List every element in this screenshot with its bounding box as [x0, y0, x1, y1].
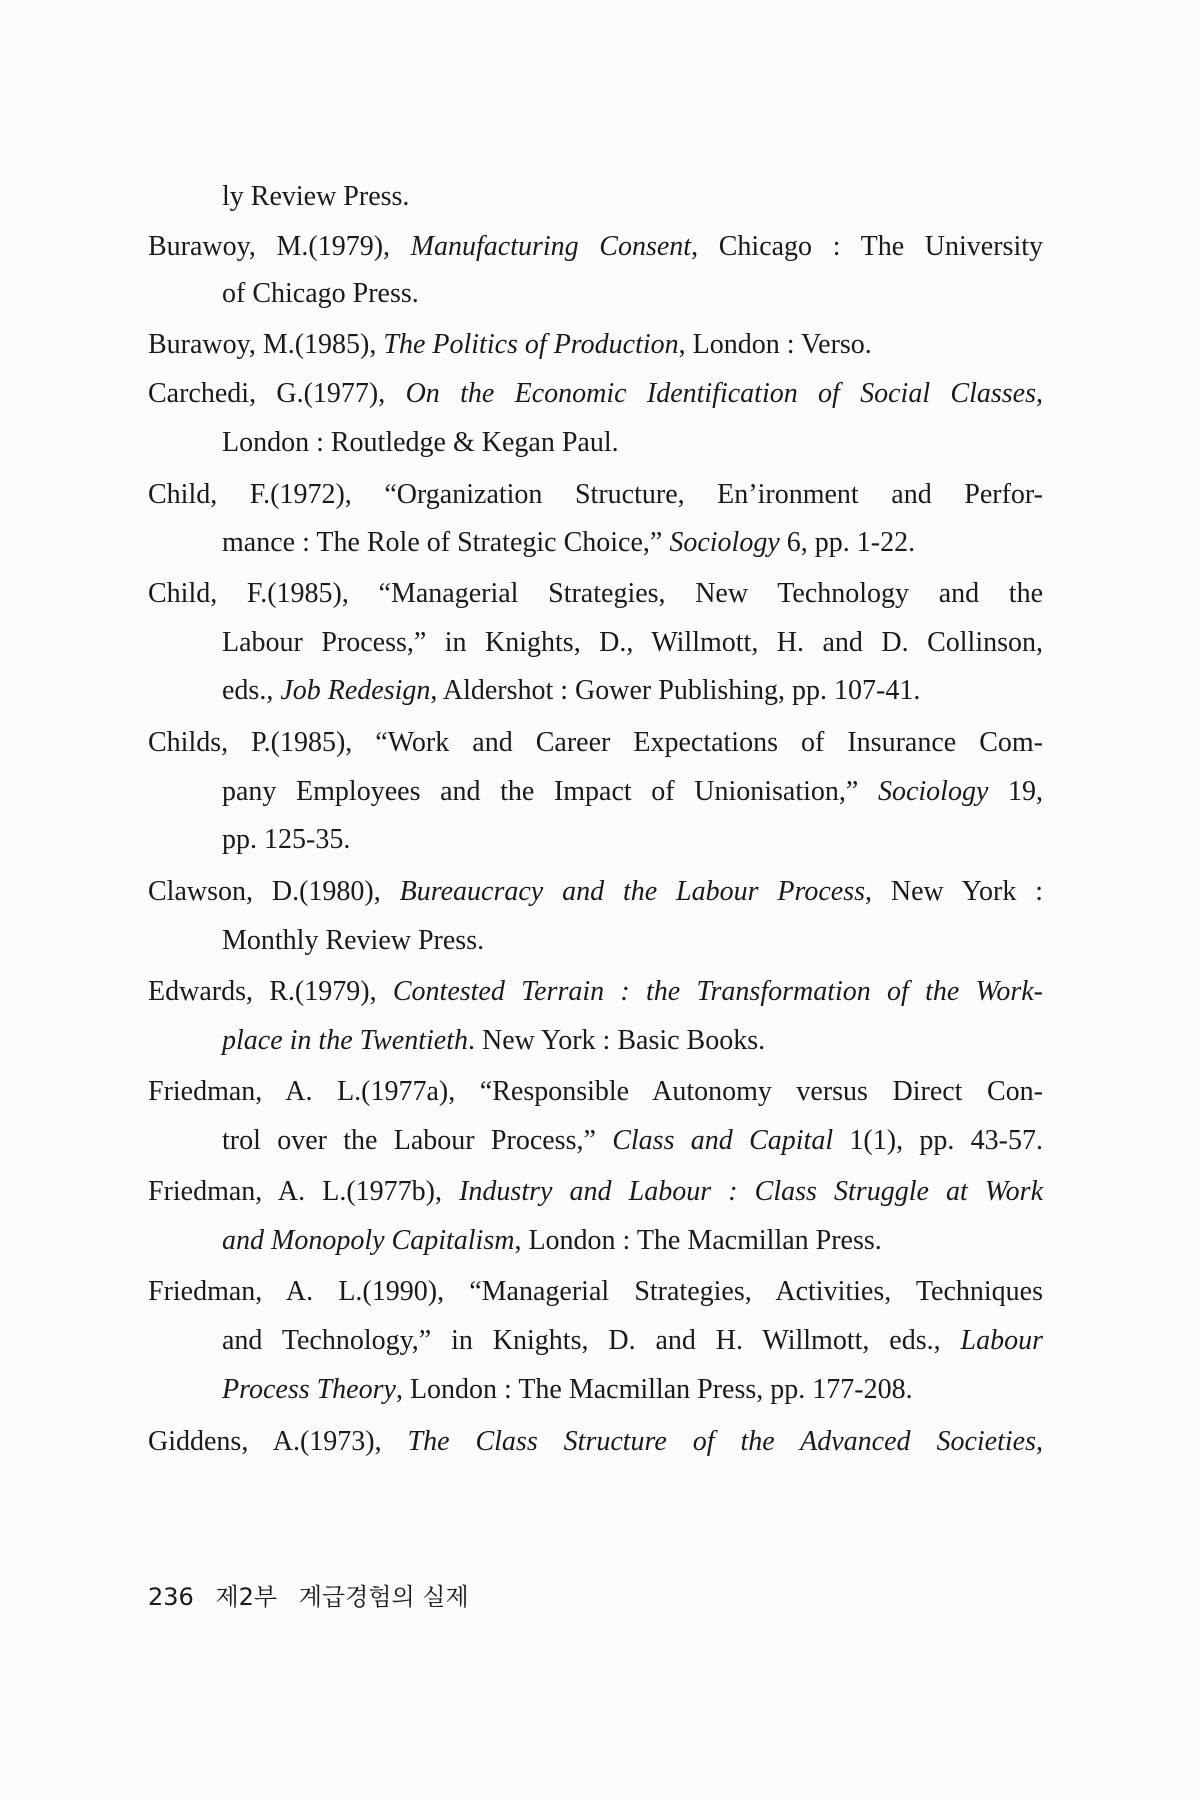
reference-continuation-line [222, 823, 350, 857]
reference-continuation-line [222, 626, 1043, 660]
reference-continuation-line [222, 426, 619, 460]
italic-title: The Politics of Production [383, 329, 679, 360]
italic-title: Sociology [877, 776, 989, 807]
reference-text: , [1035, 1426, 1043, 1457]
reference-entry-line [148, 1175, 1043, 1209]
reference-text: Burawoy, M.(1979), [148, 231, 411, 262]
page-number: 236 [148, 1583, 194, 1611]
reference-text: 6, pp. 1-22. [779, 527, 916, 558]
reference-continuation-line [222, 526, 915, 560]
italic-title: Manufacturing Consent [410, 231, 692, 262]
reference-text: Child, F.(1985), “Managerial Strategies, New Technology and the [148, 578, 1043, 609]
reference-text: Child, F.(1972), “Organization Structure, En’ironment and Perfor- [148, 479, 1043, 510]
reference-continuation-line [222, 1324, 1043, 1358]
reference-text: , London : Verso. [678, 329, 872, 360]
italic-title: Class and Capital [612, 1125, 834, 1156]
reference-text: . New York : Basic Books. [467, 1025, 766, 1056]
reference-entry-line [148, 1075, 1043, 1109]
part-label: 제2부 [215, 1583, 278, 1611]
reference-text: Monthly Review Press. [222, 925, 485, 956]
reference-text: , London : The Macmillan Press, pp. 177-208. [395, 1374, 913, 1405]
italic-title: Labour [960, 1325, 1043, 1356]
italic-title: Sociology [669, 527, 780, 558]
page-footer [148, 1582, 483, 1612]
italic-title: Bureaucracy and the Labour Process [399, 876, 866, 907]
reference-text: and Technology,” in Knights, D. and H. Willmott, eds., [222, 1325, 961, 1356]
reference-text: , London : The Macmillan Press. [514, 1225, 882, 1256]
italic-title: place in the Twentieth [222, 1025, 468, 1056]
reference-entry-line [148, 328, 872, 362]
reference-text: Clawson, D.(1980), [148, 876, 400, 907]
reference-text: eds., [222, 675, 281, 706]
reference-continuation-line [222, 1124, 1043, 1158]
reference-continuation-line [222, 180, 409, 214]
reference-text: Carchedi, G.(1977), [148, 378, 406, 409]
reference-entry-line [148, 377, 1043, 411]
reference-text: , Aldershot : Gower Publishing, pp. 107-41. [430, 675, 921, 706]
italic-title: Industry and Labour : Class Struggle at Work [459, 1176, 1043, 1207]
reference-text: , New York : [865, 876, 1044, 907]
reference-entry-line [148, 1425, 1043, 1459]
reference-entry-line [148, 726, 1043, 760]
reference-text: Childs, P.(1985), “Work and Career Expectations of Insurance Com- [148, 727, 1043, 758]
reference-entry-line [148, 975, 1043, 1009]
reference-continuation-line [222, 277, 419, 311]
reference-text: pany Employees and the Impact of Unionisation,” [222, 776, 878, 807]
reference-text: Giddens, A.(1973), [148, 1426, 408, 1457]
reference-entry-line [148, 577, 1043, 611]
reference-text: ly Review Press. [222, 181, 410, 212]
reference-text: of Chicago Press. [222, 278, 419, 309]
reference-text: Friedman, A. L.(1977a), “Responsible Autonomy versus Direct Con- [148, 1076, 1043, 1107]
reference-text: Burawoy, M.(1985), [148, 329, 384, 360]
italic-title: On the Economic Identification of Social Classes [405, 378, 1036, 409]
italic-title: Contested Terrain : the Transformation of the Work- [392, 976, 1043, 1007]
reference-text: trol over the Labour Process,” [222, 1125, 613, 1156]
reference-continuation-line [222, 775, 1043, 809]
reference-text: mance : The Role of Strategic Choice,” [222, 527, 670, 558]
reference-text: Labour Process,” in Knights, D., Willmott, H. and D. Collinson, [222, 627, 1043, 658]
reference-continuation-line [222, 1373, 913, 1407]
reference-continuation-line [222, 1224, 882, 1258]
reference-entry-line [148, 230, 1043, 264]
italic-title: The Class Structure of the Advanced Societies [407, 1426, 1036, 1457]
reference-text: pp. 125-35. [222, 824, 351, 855]
reference-text: Edwards, R.(1979), [148, 976, 393, 1007]
reference-text: Friedman, A. L.(1977b), [148, 1176, 460, 1207]
reference-continuation-line [222, 674, 920, 708]
reference-entry-line [148, 478, 1043, 512]
reference-entry-line [148, 875, 1043, 909]
part-title: 계급경험의 실제 [298, 1583, 469, 1611]
reference-text: , Chicago : The University [691, 231, 1044, 262]
reference-text: London : Routledge & Kegan Paul. [222, 427, 619, 458]
reference-text: Friedman, A. L.(1990), “Managerial Strategies, Activities, Techniques [148, 1276, 1043, 1307]
reference-text: 1(1), pp. 43-57. [833, 1125, 1044, 1156]
italic-title: Job Redesign [280, 675, 431, 706]
reference-continuation-line [222, 924, 484, 958]
reference-entry-line [148, 1275, 1043, 1309]
italic-title: Process Theory [222, 1374, 396, 1405]
reference-continuation-line [222, 1024, 765, 1058]
reference-text: 19, [988, 776, 1043, 807]
italic-title: and Monopoly Capitalism [222, 1225, 515, 1256]
reference-text: , [1036, 378, 1043, 409]
